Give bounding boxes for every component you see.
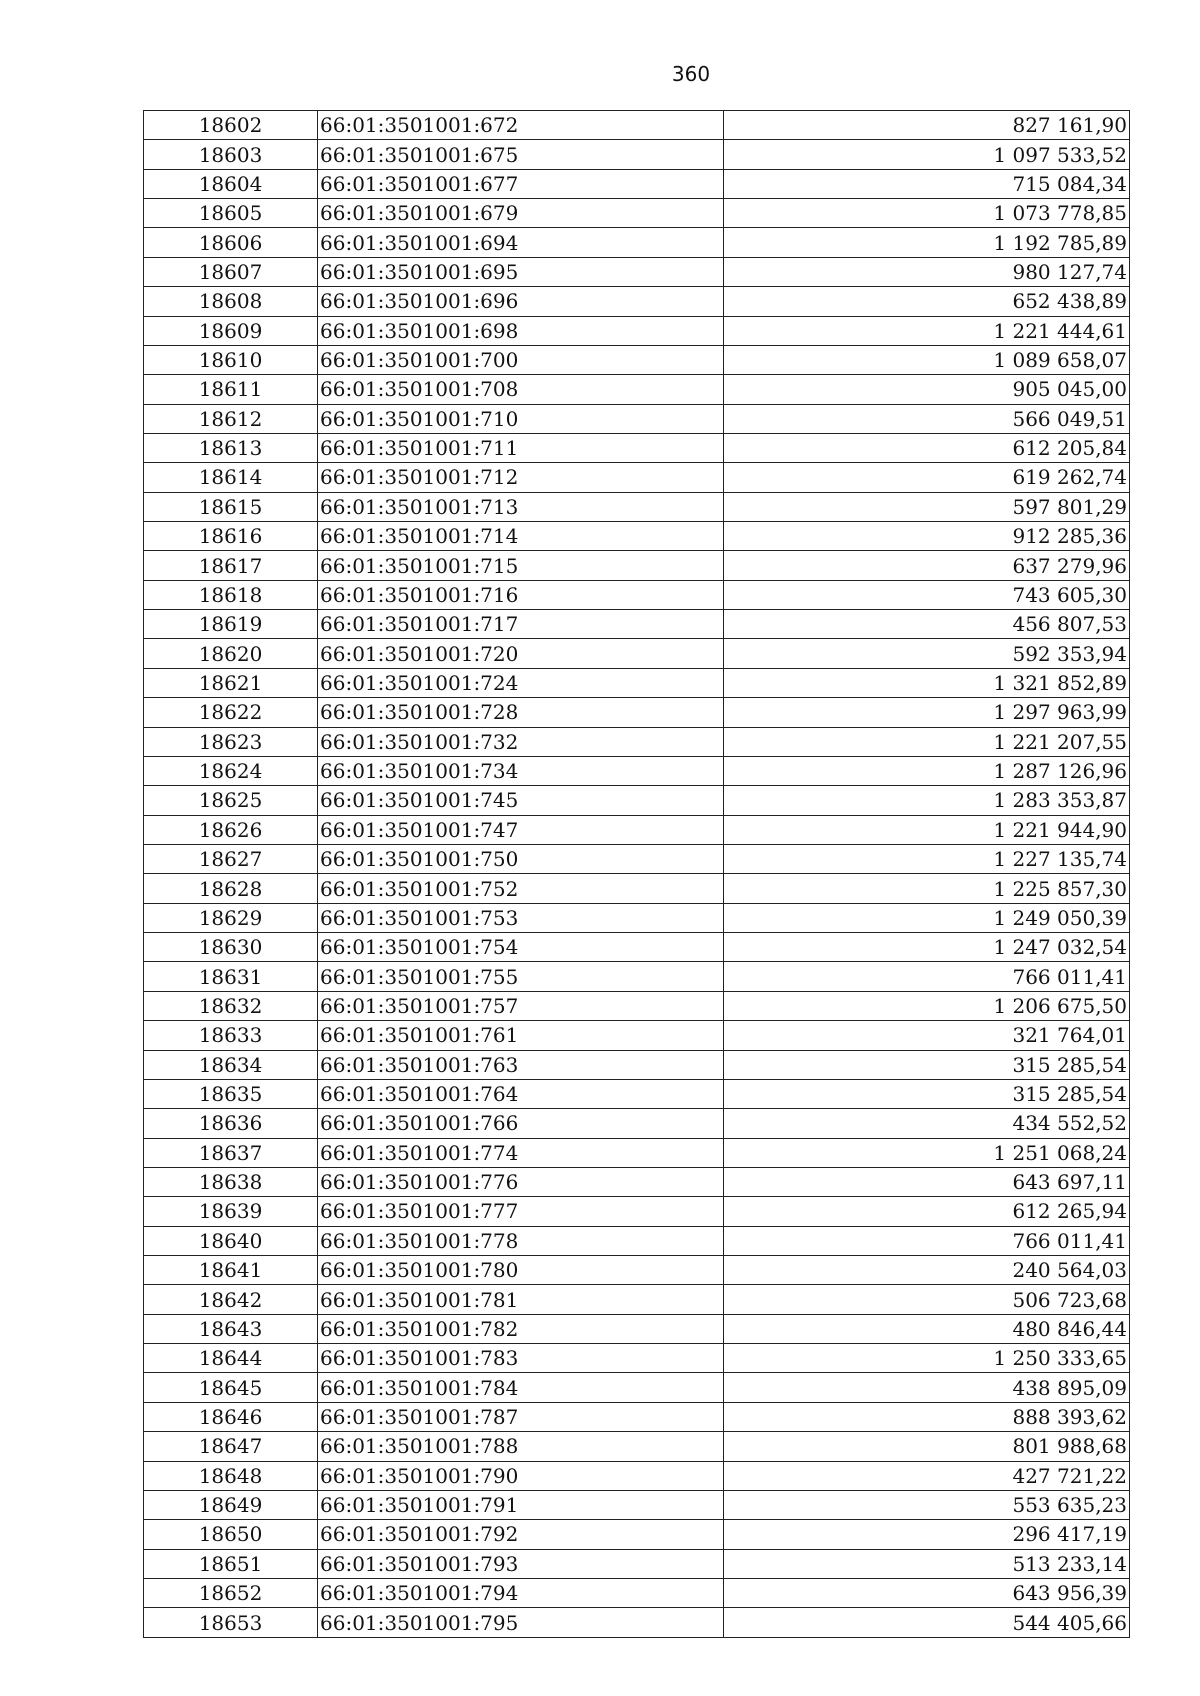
- cadastral-value-cell: 597 801,29: [724, 492, 1130, 521]
- cadastral-number-cell: 66:01:3501001:781: [318, 1285, 724, 1314]
- cadastral-value-cell: 296 417,19: [724, 1520, 1130, 1549]
- cadastral-value-cell: 1 287 126,96: [724, 756, 1130, 785]
- table-row: [144, 1050, 1130, 1079]
- table-row: [144, 257, 1130, 286]
- row-number-cell: 18647: [144, 1432, 318, 1461]
- row-number-cell: 18613: [144, 433, 318, 462]
- cadastral-value-cell: 827 161,90: [724, 111, 1130, 140]
- table-row: [144, 316, 1130, 345]
- cadastral-number-cell: 66:01:3501001:783: [318, 1344, 724, 1373]
- table-row: [144, 844, 1130, 873]
- row-number-cell: 18625: [144, 786, 318, 815]
- table-row: [144, 1226, 1130, 1255]
- cadastral-number-cell: 66:01:3501001:774: [318, 1138, 724, 1167]
- row-number-cell: 18614: [144, 463, 318, 492]
- cadastral-value-cell: 743 605,30: [724, 580, 1130, 609]
- row-number-cell: 18602: [144, 111, 318, 140]
- cadastral-number-cell: 66:01:3501001:695: [318, 257, 724, 286]
- row-number-cell: 18612: [144, 404, 318, 433]
- cadastral-number-cell: 66:01:3501001:672: [318, 111, 724, 140]
- cadastral-number-cell: 66:01:3501001:776: [318, 1167, 724, 1196]
- cadastral-value-cell: 321 764,01: [724, 1021, 1130, 1050]
- table-row: [144, 199, 1130, 228]
- row-number-cell: 18632: [144, 991, 318, 1020]
- cadastral-value-cell: 888 393,62: [724, 1402, 1130, 1431]
- row-number-cell: 18624: [144, 756, 318, 785]
- cadastral-value-cell: 1 073 778,85: [724, 199, 1130, 228]
- cadastral-value-cell: 1 321 852,89: [724, 668, 1130, 697]
- cadastral-number-cell: 66:01:3501001:720: [318, 639, 724, 668]
- cadastral-number-cell: 66:01:3501001:793: [318, 1549, 724, 1578]
- cadastral-number-cell: 66:01:3501001:766: [318, 1109, 724, 1138]
- cadastral-value-cell: 553 635,23: [724, 1490, 1130, 1519]
- table-row: [144, 345, 1130, 374]
- cadastral-value-table: [143, 110, 1130, 1638]
- table-row: [144, 1079, 1130, 1108]
- cadastral-value-cell: 544 405,66: [724, 1608, 1130, 1637]
- cadastral-number-cell: 66:01:3501001:792: [318, 1520, 724, 1549]
- cadastral-number-cell: 66:01:3501001:791: [318, 1490, 724, 1519]
- cadastral-number-cell: 66:01:3501001:752: [318, 874, 724, 903]
- row-number-cell: 18641: [144, 1256, 318, 1285]
- cadastral-number-cell: 66:01:3501001:696: [318, 287, 724, 316]
- row-number-cell: 18638: [144, 1167, 318, 1196]
- cadastral-number-cell: 66:01:3501001:754: [318, 933, 724, 962]
- cadastral-number-cell: 66:01:3501001:790: [318, 1461, 724, 1490]
- cadastral-value-cell: 912 285,36: [724, 522, 1130, 551]
- row-number-cell: 18653: [144, 1608, 318, 1637]
- cadastral-number-cell: 66:01:3501001:755: [318, 962, 724, 991]
- cadastral-value-cell: 1 249 050,39: [724, 903, 1130, 932]
- table-row: [144, 1109, 1130, 1138]
- cadastral-number-cell: 66:01:3501001:732: [318, 727, 724, 756]
- cadastral-value-cell: 592 353,94: [724, 639, 1130, 668]
- cadastral-number-cell: 66:01:3501001:753: [318, 903, 724, 932]
- cadastral-number-cell: 66:01:3501001:788: [318, 1432, 724, 1461]
- cadastral-number-cell: 66:01:3501001:675: [318, 140, 724, 169]
- table-row: [144, 1138, 1130, 1167]
- table-row: [144, 1021, 1130, 1050]
- cadastral-value-cell: 980 127,74: [724, 257, 1130, 286]
- cadastral-number-cell: 66:01:3501001:777: [318, 1197, 724, 1226]
- row-number-cell: 18608: [144, 287, 318, 316]
- cadastral-value-cell: 1 247 032,54: [724, 933, 1130, 962]
- cadastral-number-cell: 66:01:3501001:764: [318, 1079, 724, 1108]
- cadastral-value-cell: 801 988,68: [724, 1432, 1130, 1461]
- cadastral-value-cell: 643 697,11: [724, 1167, 1130, 1196]
- table-row: [144, 698, 1130, 727]
- row-number-cell: 18611: [144, 375, 318, 404]
- table-row: [144, 610, 1130, 639]
- table-row: [144, 228, 1130, 257]
- cadastral-value-cell: 1 227 135,74: [724, 844, 1130, 873]
- table-row: [144, 1490, 1130, 1519]
- table-row: [144, 1167, 1130, 1196]
- table-row: [144, 1578, 1130, 1607]
- cadastral-number-cell: 66:01:3501001:712: [318, 463, 724, 492]
- cadastral-number-cell: 66:01:3501001:787: [318, 1402, 724, 1431]
- row-number-cell: 18616: [144, 522, 318, 551]
- row-number-cell: 18639: [144, 1197, 318, 1226]
- cadastral-value-cell: 315 285,54: [724, 1079, 1130, 1108]
- cadastral-number-cell: 66:01:3501001:679: [318, 199, 724, 228]
- cadastral-value-cell: 766 011,41: [724, 1226, 1130, 1255]
- row-number-cell: 18627: [144, 844, 318, 873]
- cadastral-value-cell: 1 221 444,61: [724, 316, 1130, 345]
- cadastral-value-cell: 619 262,74: [724, 463, 1130, 492]
- cadastral-number-cell: 66:01:3501001:716: [318, 580, 724, 609]
- row-number-cell: 18623: [144, 727, 318, 756]
- row-number-cell: 18618: [144, 580, 318, 609]
- table-row: [144, 580, 1130, 609]
- cadastral-number-cell: 66:01:3501001:713: [318, 492, 724, 521]
- table-row: [144, 492, 1130, 521]
- table-row: [144, 1432, 1130, 1461]
- table-row: [144, 433, 1130, 462]
- table-row: [144, 375, 1130, 404]
- cadastral-value-cell: 427 721,22: [724, 1461, 1130, 1490]
- table-row: [144, 522, 1130, 551]
- row-number-cell: 18605: [144, 199, 318, 228]
- row-number-cell: 18651: [144, 1549, 318, 1578]
- table-row: [144, 1285, 1130, 1314]
- cadastral-number-cell: 66:01:3501001:794: [318, 1578, 724, 1607]
- row-number-cell: 18619: [144, 610, 318, 639]
- page-number: 360: [671, 62, 711, 86]
- cadastral-number-cell: 66:01:3501001:710: [318, 404, 724, 433]
- row-number-cell: 18607: [144, 257, 318, 286]
- cadastral-value-cell: 652 438,89: [724, 287, 1130, 316]
- row-number-cell: 18644: [144, 1344, 318, 1373]
- row-number-cell: 18603: [144, 140, 318, 169]
- row-number-cell: 18604: [144, 169, 318, 198]
- row-number-cell: 18643: [144, 1314, 318, 1343]
- row-number-cell: 18637: [144, 1138, 318, 1167]
- cadastral-number-cell: 66:01:3501001:780: [318, 1256, 724, 1285]
- cadastral-value-cell: 1 097 533,52: [724, 140, 1130, 169]
- cadastral-value-cell: 480 846,44: [724, 1314, 1130, 1343]
- table-row: [144, 1549, 1130, 1578]
- cadastral-value-cell: 1 206 675,50: [724, 991, 1130, 1020]
- cadastral-number-cell: 66:01:3501001:747: [318, 815, 724, 844]
- cadastral-value-cell: 506 723,68: [724, 1285, 1130, 1314]
- cadastral-number-cell: 66:01:3501001:700: [318, 345, 724, 374]
- cadastral-number-cell: 66:01:3501001:724: [318, 668, 724, 697]
- row-number-cell: 18648: [144, 1461, 318, 1490]
- cadastral-value-cell: 715 084,34: [724, 169, 1130, 198]
- table-row: [144, 1344, 1130, 1373]
- table-row: [144, 727, 1130, 756]
- table-row: [144, 169, 1130, 198]
- row-number-cell: 18631: [144, 962, 318, 991]
- cadastral-value-cell: 1 221 207,55: [724, 727, 1130, 756]
- row-number-cell: 18645: [144, 1373, 318, 1402]
- cadastral-value-cell: 513 233,14: [724, 1549, 1130, 1578]
- table-row: [144, 140, 1130, 169]
- cadastral-value-cell: 612 265,94: [724, 1197, 1130, 1226]
- cadastral-number-cell: 66:01:3501001:734: [318, 756, 724, 785]
- table-row: [144, 756, 1130, 785]
- cadastral-number-cell: 66:01:3501001:714: [318, 522, 724, 551]
- row-number-cell: 18650: [144, 1520, 318, 1549]
- table-body: [144, 111, 1130, 1638]
- row-number-cell: 18615: [144, 492, 318, 521]
- table-row: [144, 404, 1130, 433]
- table-row: [144, 874, 1130, 903]
- row-number-cell: 18628: [144, 874, 318, 903]
- cadastral-number-cell: 66:01:3501001:757: [318, 991, 724, 1020]
- row-number-cell: 18622: [144, 698, 318, 727]
- row-number-cell: 18649: [144, 1490, 318, 1519]
- cadastral-number-cell: 66:01:3501001:795: [318, 1608, 724, 1637]
- table-row: [144, 1197, 1130, 1226]
- cadastral-number-cell: 66:01:3501001:761: [318, 1021, 724, 1050]
- cadastral-value-cell: 612 205,84: [724, 433, 1130, 462]
- cadastral-number-cell: 66:01:3501001:708: [318, 375, 724, 404]
- table-row: [144, 1373, 1130, 1402]
- cadastral-number-cell: 66:01:3501001:715: [318, 551, 724, 580]
- cadastral-number-cell: 66:01:3501001:778: [318, 1226, 724, 1255]
- cadastral-value-cell: 1 250 333,65: [724, 1344, 1130, 1373]
- row-number-cell: 18617: [144, 551, 318, 580]
- cadastral-value-cell: 566 049,51: [724, 404, 1130, 433]
- table-row: [144, 668, 1130, 697]
- cadastral-value-cell: 643 956,39: [724, 1578, 1130, 1607]
- row-number-cell: 18642: [144, 1285, 318, 1314]
- cadastral-value-cell: 438 895,09: [724, 1373, 1130, 1402]
- cadastral-value-cell: 1 297 963,99: [724, 698, 1130, 727]
- cadastral-number-cell: 66:01:3501001:698: [318, 316, 724, 345]
- cadastral-number-cell: 66:01:3501001:711: [318, 433, 724, 462]
- cadastral-number-cell: 66:01:3501001:782: [318, 1314, 724, 1343]
- table-row: [144, 1402, 1130, 1431]
- cadastral-number-cell: 66:01:3501001:763: [318, 1050, 724, 1079]
- table-row: [144, 463, 1130, 492]
- table-row: [144, 111, 1130, 140]
- table-row: [144, 551, 1130, 580]
- table-row: [144, 639, 1130, 668]
- row-number-cell: 18634: [144, 1050, 318, 1079]
- cadastral-number-cell: 66:01:3501001:717: [318, 610, 724, 639]
- cadastral-number-cell: 66:01:3501001:694: [318, 228, 724, 257]
- row-number-cell: 18629: [144, 903, 318, 932]
- cadastral-number-cell: 66:01:3501001:784: [318, 1373, 724, 1402]
- row-number-cell: 18636: [144, 1109, 318, 1138]
- table-row: [144, 933, 1130, 962]
- row-number-cell: 18626: [144, 815, 318, 844]
- cadastral-value-cell: 1 221 944,90: [724, 815, 1130, 844]
- row-number-cell: 18610: [144, 345, 318, 374]
- cadastral-number-cell: 66:01:3501001:745: [318, 786, 724, 815]
- row-number-cell: 18630: [144, 933, 318, 962]
- table-row: [144, 786, 1130, 815]
- table-row: [144, 1520, 1130, 1549]
- table-row: [144, 991, 1130, 1020]
- cadastral-value-cell: 1 225 857,30: [724, 874, 1130, 903]
- table-row: [144, 815, 1130, 844]
- row-number-cell: 18609: [144, 316, 318, 345]
- row-number-cell: 18635: [144, 1079, 318, 1108]
- table-row: [144, 1314, 1130, 1343]
- table-row: [144, 1461, 1130, 1490]
- row-number-cell: 18606: [144, 228, 318, 257]
- row-number-cell: 18646: [144, 1402, 318, 1431]
- row-number-cell: 18633: [144, 1021, 318, 1050]
- cadastral-value-cell: 1 251 068,24: [724, 1138, 1130, 1167]
- cadastral-number-cell: 66:01:3501001:750: [318, 844, 724, 873]
- cadastral-number-cell: 66:01:3501001:677: [318, 169, 724, 198]
- cadastral-value-cell: 766 011,41: [724, 962, 1130, 991]
- row-number-cell: 18621: [144, 668, 318, 697]
- table-row: [144, 903, 1130, 932]
- cadastral-value-cell: 315 285,54: [724, 1050, 1130, 1079]
- cadastral-value-cell: 637 279,96: [724, 551, 1130, 580]
- cadastral-value-cell: 456 807,53: [724, 610, 1130, 639]
- row-number-cell: 18620: [144, 639, 318, 668]
- table-row: [144, 962, 1130, 991]
- cadastral-value-cell: 240 564,03: [724, 1256, 1130, 1285]
- cadastral-value-cell: 1 089 658,07: [724, 345, 1130, 374]
- cadastral-value-cell: 905 045,00: [724, 375, 1130, 404]
- cadastral-value-cell: 1 192 785,89: [724, 228, 1130, 257]
- table-row: [144, 1256, 1130, 1285]
- cadastral-number-cell: 66:01:3501001:728: [318, 698, 724, 727]
- table-row: [144, 1608, 1130, 1637]
- table-row: [144, 287, 1130, 316]
- cadastral-value-cell: 1 283 353,87: [724, 786, 1130, 815]
- row-number-cell: 18652: [144, 1578, 318, 1607]
- row-number-cell: 18640: [144, 1226, 318, 1255]
- cadastral-value-cell: 434 552,52: [724, 1109, 1130, 1138]
